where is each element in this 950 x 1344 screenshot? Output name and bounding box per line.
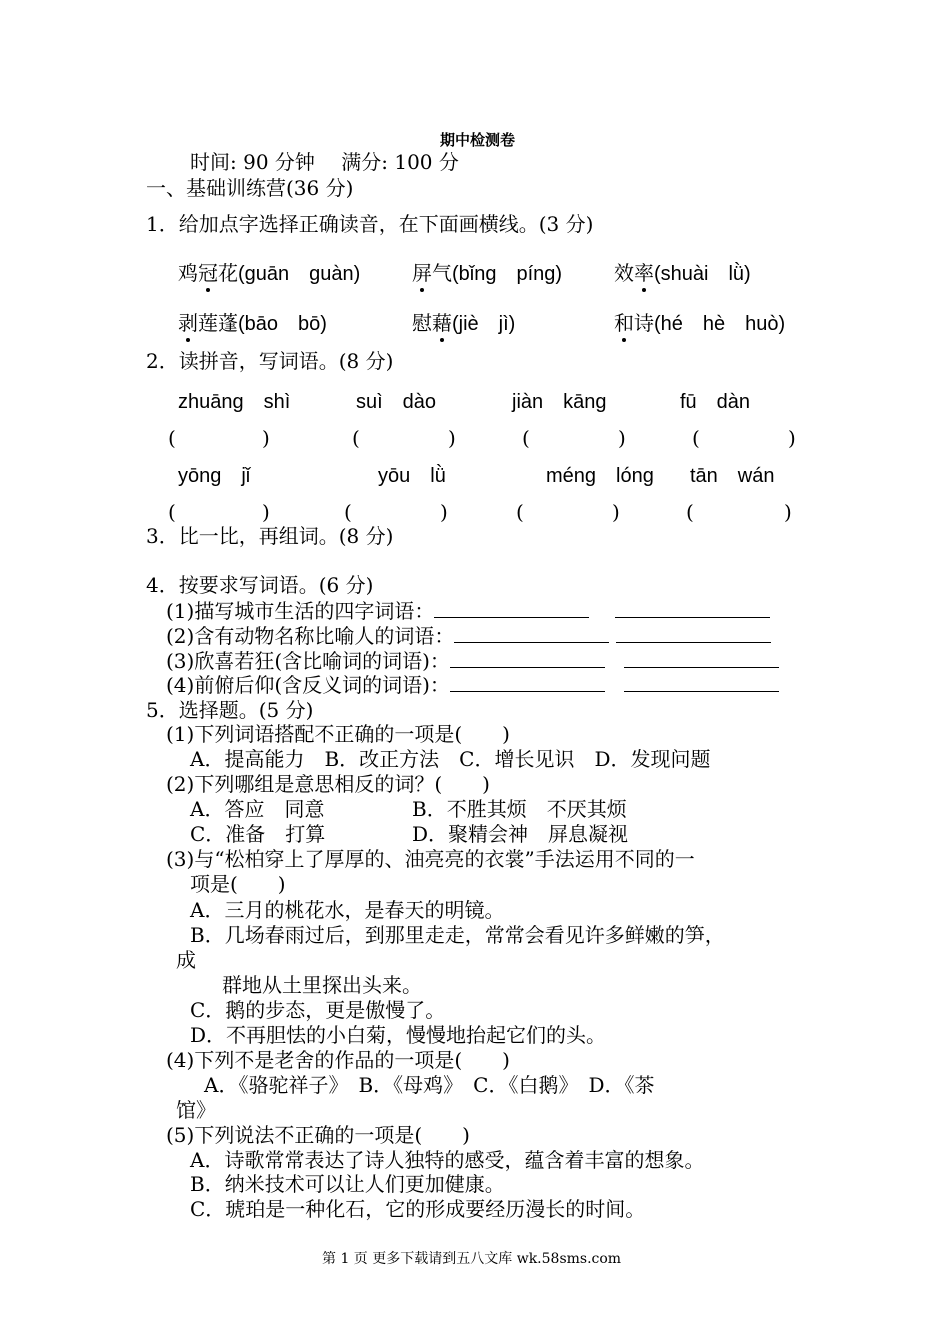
paren-close: ) [440, 500, 448, 524]
pinyin: yōng jǐ [178, 465, 251, 487]
q1-item: 慰藉(jiè jì) [412, 313, 516, 335]
q5-line: 成 [176, 948, 196, 972]
page-title: 期中检测卷 [440, 131, 516, 149]
exam-meta: 时间: 90 分钟 满分: 100 分 [190, 150, 459, 174]
q5-line: (2)下列哪组是意思相反的词？( ) [166, 772, 490, 796]
q1-item: 效率(shuài lǜ) [614, 263, 751, 285]
q5-line: A．《骆驼祥子》 B．《母鸡》 C．《白鹅》 D．《茶 [204, 1073, 655, 1097]
pinyin: méng lóng [546, 465, 654, 487]
q5-line: A．诗歌常常表达了诗人独特的感受，蕴含着丰富的想象。 [190, 1148, 705, 1172]
paren-close: ) [448, 426, 456, 450]
q5-line: B．纳米技术可以让人们更加健康。 [190, 1172, 505, 1196]
answer-blank[interactable] [616, 624, 771, 643]
answer-blank[interactable] [624, 649, 779, 668]
q5-line: B．不胜其烦 不厌其烦 [412, 797, 627, 821]
q1-item: 剥莲蓬(bāo bō) [178, 313, 327, 335]
q5-stem: 5．选择题。(5 分) [146, 698, 314, 722]
answer-blank[interactable] [450, 649, 605, 668]
pinyin: suì dào [356, 391, 437, 413]
section-heading: 一、基础训练营(36 分) [146, 176, 354, 200]
pinyin: zhuāng shì [178, 391, 291, 413]
paren-close: ) [618, 426, 626, 450]
q1-item: 屏气(bǐng píng) [412, 263, 563, 285]
q2-stem: 2．读拼音，写词语。(8 分) [146, 349, 394, 373]
paren-open: ( [692, 426, 700, 450]
q5-line: C．琥珀是一种化石，它的形成要经历漫长的时间。 [190, 1197, 646, 1221]
q5-line: D．聚精会神 屏息凝视 [412, 822, 629, 846]
pinyin: tān wán [690, 465, 775, 487]
q5-line: (4)下列不是老舍的作品的一项是( ) [166, 1048, 510, 1072]
page-footer: 第 1 页 更多下载请到五八文库 wk.58sms.com [322, 1251, 622, 1267]
q5-line: 群地从土里探出头来。 [222, 973, 422, 997]
paren-open: ( [516, 500, 524, 524]
q5-line: (5)下列说法不正确的一项是( ) [166, 1123, 470, 1147]
paren-close: ) [788, 426, 796, 450]
answer-blank[interactable] [450, 673, 605, 692]
q3-stem: 3．比一比，再组词。(8 分) [146, 524, 394, 548]
paren-open: ( [352, 426, 360, 450]
q4-item: (1)描写城市生活的四字词语： [166, 599, 770, 623]
paren-close: ) [612, 500, 620, 524]
q5-line: D．不再胆怯的小白菊，慢慢地抬起它们的头。 [190, 1023, 607, 1047]
q1-stem: 1．给加点字选择正确读音，在下面画横线。(3 分) [146, 212, 594, 236]
answer-blank[interactable] [434, 599, 589, 618]
q5-line: A．三月的桃花水，是春天的明镜。 [190, 898, 505, 922]
q4-stem: 4．按要求写词语。(6 分) [146, 573, 374, 597]
paren-open: ( [522, 426, 530, 450]
paren-close: ) [784, 500, 792, 524]
q4-item: (3)欣喜若狂(含比喻词的词语)： [166, 649, 779, 673]
q5-line: C．准备 打算 [190, 822, 326, 846]
answer-blank[interactable] [624, 673, 779, 692]
paren-open: ( [344, 500, 352, 524]
paren-close: ) [262, 500, 270, 524]
q5-line: A．答应 同意 [190, 797, 325, 821]
pinyin: fū dàn [680, 391, 751, 413]
paren-open: ( [168, 426, 176, 450]
q5-line: A．提高能力 B．改正方法 C．增长见识 D．发现问题 [190, 747, 711, 771]
paren-open: ( [168, 500, 176, 524]
q5-line: 馆》 [176, 1098, 216, 1122]
q4-item: (4)前俯后仰(含反义词的词语)： [166, 673, 779, 697]
q5-line: 项是( ) [190, 872, 286, 896]
pinyin: jiàn kāng [512, 391, 607, 413]
paren-open: ( [686, 500, 694, 524]
q5-line: C．鹅的步态，更是傲慢了。 [190, 998, 446, 1022]
q5-line: (3)与“松柏穿上了厚厚的、油亮亮的衣裳”手法运用不同的一 [166, 847, 695, 871]
q1-item: 鸡冠花(guān guàn) [178, 263, 361, 285]
q5-line: B．几场春雨过后，到那里走走，常常会看见许多鲜嫩的笋， [190, 923, 725, 947]
q5-line: (1)下列词语搭配不正确的一项是( ) [166, 722, 510, 746]
pinyin: yōu lǜ [378, 465, 446, 487]
q4-item: (2)含有动物名称比喻人的词语： [166, 624, 771, 648]
paren-close: ) [262, 426, 270, 450]
answer-blank[interactable] [615, 599, 770, 618]
answer-blank[interactable] [454, 624, 609, 643]
q1-item: 和诗(hé hè huò) [614, 313, 786, 335]
